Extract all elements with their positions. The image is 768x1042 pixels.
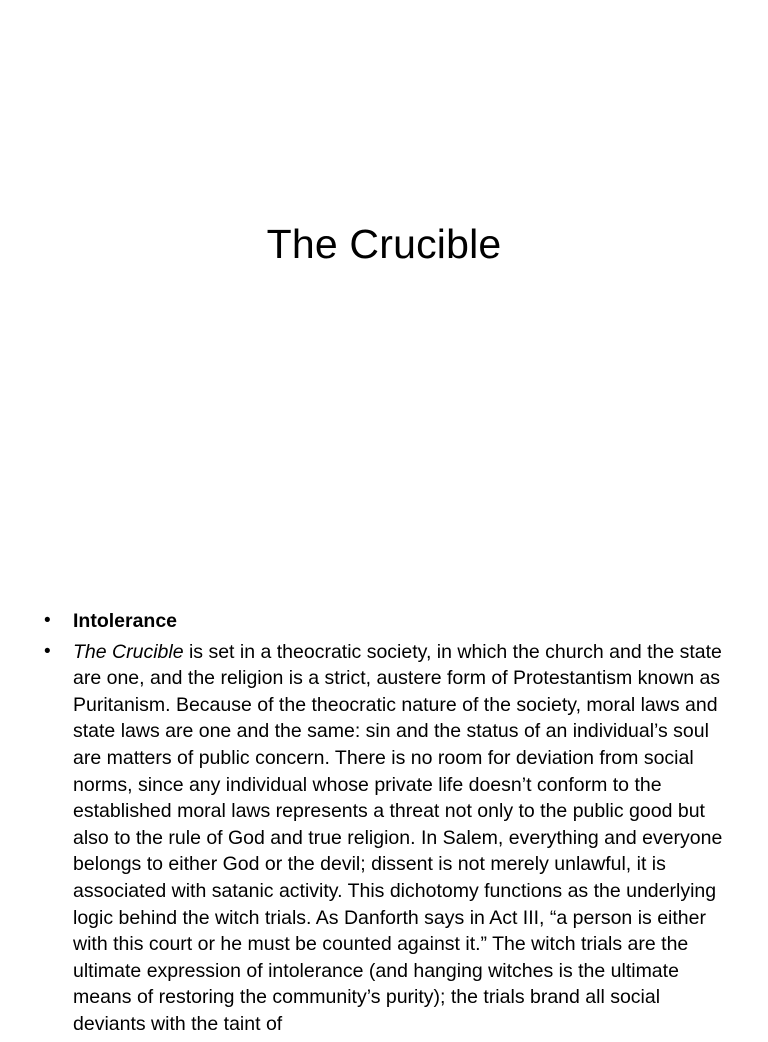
slide-title: The Crucible xyxy=(266,221,502,267)
bullet-item-body xyxy=(0,639,768,1038)
body-paragraph: is set in a theocratic society, in which the church and the state are one, and the religion is a strict, austere form of Protestantism known as Puritanism. Because of the theocratic nature of the society, moral laws and state laws are one and the same: sin and the status of an individual’s soul are matters of public concern. There is no room for deviation from social norms, since any individual whose private life doesn’t conform to the established moral laws represents a threat not only to the public good but also to the rule of God and true religion. In Salem, everything and everyone belongs to either God or the devil; dissent is not merely unlawful, it is associated with satanic activity. This dichotomy functions as the underlying logic behind the witch trials. As Danforth says in Act III, “a person is either with this court or he must be counted against it.” The witch trials are the ultimate expression of intolerance (and hanging witches is the ultimate means of restoring the community’s purity); the trials brand all social deviants with the taint of xyxy=(73,640,723,1035)
bullet-marker-icon: • xyxy=(44,610,51,631)
play-title-italic: The Crucible xyxy=(73,640,184,663)
section-heading: Intolerance xyxy=(73,610,178,632)
bullet-item-heading xyxy=(0,608,768,635)
bullet-list xyxy=(0,608,768,1042)
bullet-marker-icon: • xyxy=(44,640,51,662)
